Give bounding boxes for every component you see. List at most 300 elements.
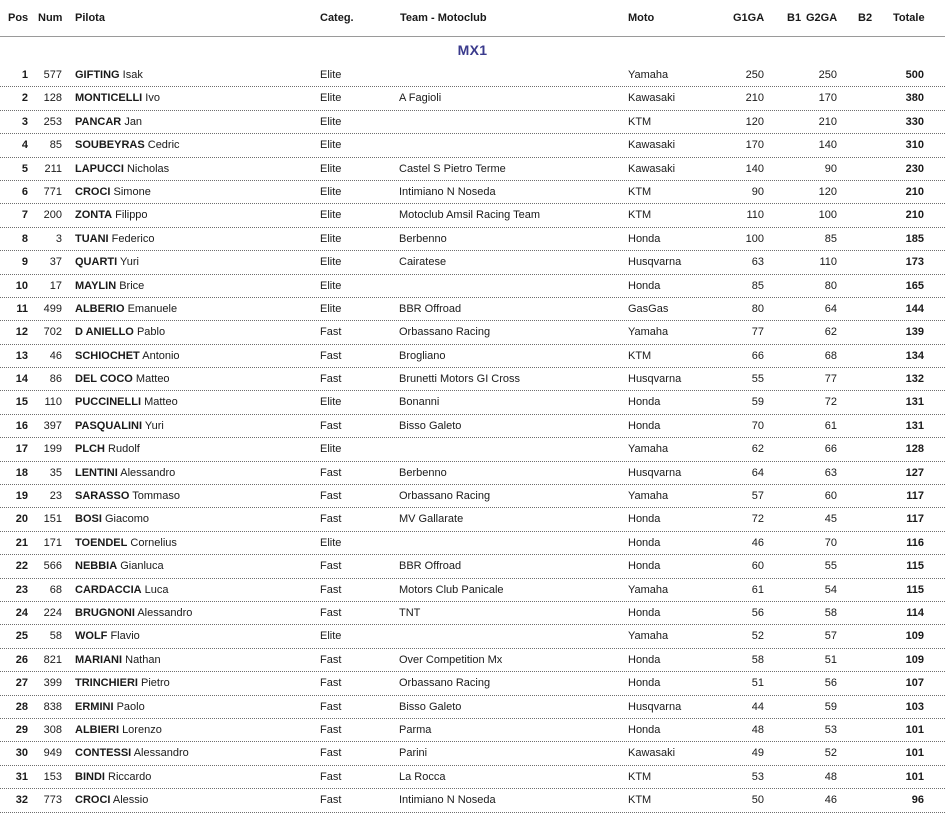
cell-categ: Fast [320,794,342,807]
rider-first-name: Matteo [135,373,170,386]
cell-categ: Fast [320,419,342,432]
cell-g2ga: 120 [818,185,837,198]
table-row [0,134,945,157]
rider-last-name: SCHIOCHET [75,349,140,362]
cell-num: 151 [43,513,62,526]
rider-first-name: Pietro [141,677,170,690]
cell-g1ga: 110 [746,209,764,222]
cell-num: 17 [49,279,62,292]
cell-pos: 28 [15,700,28,713]
table-row [0,696,945,719]
cell-g2ga: 100 [818,209,837,222]
cell-categ: Elite [320,232,342,245]
rider-last-name: CROCI [75,185,111,198]
cell-moto: GasGas [628,302,669,315]
cell-totale: 210 [905,209,924,222]
cell-g1ga: 52 [751,630,764,643]
table-row [0,228,945,251]
cell-pos: 27 [15,677,28,690]
cell-g1ga: 44 [751,700,764,713]
cell-totale: 131 [905,396,924,409]
table-row [0,625,945,648]
cell-team: BBR Offroad [399,302,462,315]
cell-team: Bisso Galeto [399,419,462,432]
cell-totale: 116 [906,536,924,549]
cell-team: Parma [399,723,432,736]
cell-totale: 109 [905,630,924,643]
cell-totale: 330 [905,115,924,128]
cell-num: 85 [49,139,62,152]
table-row [0,64,945,87]
header-b2: B2 [858,12,873,24]
cell-g1ga: 63 [751,256,764,269]
cell-totale: 134 [905,349,924,362]
table-row [0,111,945,134]
cell-pilota [75,584,169,596]
cell-totale: 96 [911,794,924,807]
rider-first-name: Isak [122,69,143,81]
table-row [0,391,945,414]
cell-totale: 115 [906,583,924,596]
rider-first-name: Filippo [115,209,148,222]
cell-num: 773 [43,794,62,807]
cell-num: 308 [43,723,62,736]
rider-last-name: PLCH [75,443,105,456]
rider-first-name: Tommaso [132,490,180,503]
cell-pos: 17 [15,443,28,456]
cell-categ: Fast [320,770,342,783]
rider-last-name: BINDI [75,770,105,783]
cell-totale: 114 [906,606,924,619]
cell-pilota [75,771,151,783]
table-row [0,789,945,812]
cell-team: Orbassano Racing [399,326,491,339]
rider-first-name: Cornelius [130,536,177,549]
cell-g2ga: 77 [824,373,837,386]
table-row [0,532,945,555]
cell-g1ga: 59 [751,396,764,409]
rider-first-name: Nathan [125,653,161,666]
rider-last-name: QUARTI [75,256,118,269]
cell-categ: Fast [320,513,342,526]
rider-first-name: Cedric [147,139,180,152]
cell-categ: Fast [320,466,342,479]
cell-g2ga: 64 [824,302,837,315]
cell-team: Berbenno [399,232,447,245]
cell-categ: Elite [320,302,342,315]
cell-pos: 10 [15,279,28,292]
cell-g1ga: 250 [745,69,764,81]
rider-last-name: NEBBIA [75,560,118,573]
cell-categ: Elite [320,630,342,643]
cell-moto: KTM [628,349,652,362]
header-pilota: Pilota [75,12,105,24]
cell-pos: 29 [15,723,28,736]
cell-g1ga: 210 [745,92,764,105]
cell-g2ga: 250 [818,69,837,81]
rider-first-name: Rudolf [108,443,140,456]
rider-first-name: Gianluca [120,560,164,573]
cell-pilota [75,467,175,479]
cell-g1ga: 85 [751,279,764,292]
cell-g2ga: 53 [824,723,837,736]
cell-pos: 22 [15,560,28,573]
cell-g1ga: 62 [751,443,764,456]
cell-moto: Yamaha [628,490,669,503]
cell-moto: Yamaha [628,443,669,456]
cell-g2ga: 80 [824,279,837,292]
cell-pos: 3 [21,115,28,128]
rider-last-name: PASQUALINI [75,419,143,432]
rider-first-name: Federico [111,232,155,245]
cell-g2ga: 140 [818,139,837,152]
cell-moto: Honda [628,723,661,736]
header-g1ga: G1GA [733,12,765,24]
rider-first-name: Antonio [142,349,180,362]
cell-g2ga: 85 [824,232,837,245]
cell-moto: Honda [628,513,661,526]
cell-pos: 8 [21,232,28,245]
cell-g1ga: 77 [751,326,764,339]
cell-categ: Elite [320,396,342,409]
cell-totale: 117 [906,490,924,503]
rider-first-name: Yuri [144,419,164,432]
cell-team: Cairatese [399,256,447,269]
standings-table-body [0,64,945,813]
cell-team: La Rocca [399,770,446,783]
cell-g2ga: 68 [824,349,837,362]
cell-totale: 210 [905,185,924,198]
cell-pilota [75,513,149,525]
cell-num: 566 [43,560,62,573]
cell-pos: 32 [15,794,28,807]
cell-g2ga: 51 [824,653,837,666]
cell-moto: KTM [628,794,652,807]
cell-g2ga: 52 [824,747,837,760]
rider-first-name: Nicholas [126,162,170,175]
table-row [0,719,945,742]
cell-pos: 31 [15,770,28,783]
rider-last-name: LENTINI [75,466,118,479]
rider-last-name: WOLF [75,630,108,643]
table-row [0,579,945,602]
cell-pilota [75,186,151,198]
cell-moto: Kawasaki [628,92,676,105]
cell-categ: Fast [320,723,342,736]
cell-num: 68 [49,583,62,596]
cell-g2ga: 110 [819,256,837,269]
cell-g2ga: 57 [824,630,837,643]
cell-pilota [75,256,139,268]
cell-categ: Fast [320,747,342,760]
cell-pos: 19 [15,490,28,503]
rider-first-name: Flavio [110,630,140,643]
cell-team: Castel S Pietro Terme [399,162,506,175]
cell-totale: 500 [905,69,924,81]
cell-g2ga: 48 [824,770,837,783]
cell-num: 821 [43,653,62,666]
cell-totale: 115 [906,560,924,573]
cell-g1ga: 50 [751,794,764,807]
cell-totale: 127 [905,466,924,479]
rider-last-name: LAPUCCI [75,162,124,175]
cell-num: 253 [43,115,62,128]
rider-first-name: Alessio [112,794,149,807]
cell-g2ga: 66 [824,443,837,456]
cell-moto: Kawasaki [628,747,676,760]
cell-team: Parini [399,747,428,760]
table-row [0,251,945,274]
rider-first-name: Alessandro [120,466,176,479]
header-num: Num [38,12,63,24]
cell-num: 577 [43,69,62,81]
cell-totale: 109 [905,653,924,666]
table-row [0,555,945,578]
rider-first-name: Riccardo [108,770,152,783]
cell-totale: 101 [905,770,924,783]
cell-totale: 101 [905,723,924,736]
cell-num: 949 [43,747,62,760]
rider-first-name: Simone [113,185,151,198]
rider-first-name: Luca [144,583,169,596]
table-row [0,321,945,344]
rider-last-name: ALBIERI [75,723,119,736]
cell-pos: 4 [21,139,28,152]
cell-g2ga: 45 [824,513,837,526]
table-header [0,0,945,37]
cell-pilota [75,303,177,315]
cell-g2ga: 62 [824,326,837,339]
cell-g2ga: 170 [818,92,837,105]
cell-moto: Honda [628,232,661,245]
cell-num: 110 [44,396,62,409]
cell-pilota [75,326,165,338]
cell-moto: Yamaha [628,326,669,339]
cell-moto: Honda [628,279,661,292]
table-row [0,368,945,391]
table-row [0,462,945,485]
rider-last-name: SARASSO [75,490,130,503]
cell-totale: 144 [905,302,924,315]
cell-num: 199 [43,443,62,456]
cell-moto: Husqvarna [628,256,682,269]
cell-categ: Fast [320,373,342,386]
table-row [0,87,945,110]
cell-categ: Elite [320,209,342,222]
cell-pos: 9 [21,256,28,269]
table-row [0,438,945,461]
cell-num: 224 [43,606,62,619]
table-row [0,602,945,625]
cell-g1ga: 64 [751,466,764,479]
cell-g1ga: 61 [751,583,764,596]
cell-categ: Fast [320,606,342,619]
cell-num: 771 [43,185,62,198]
rider-last-name: MAYLIN [75,279,117,292]
cell-num: 200 [43,209,62,222]
cell-moto: KTM [628,185,652,198]
cell-g2ga: 55 [824,560,837,573]
cell-moto: Honda [628,396,661,409]
cell-num: 838 [43,700,62,713]
section-title: MX1 [457,42,488,58]
cell-num: 397 [43,419,62,432]
cell-g1ga: 51 [751,677,764,690]
cell-moto: Honda [628,606,661,619]
header-team: Team - Motoclub [400,12,487,24]
rider-last-name: CONTESSI [75,747,132,760]
cell-g2ga: 58 [824,606,837,619]
cell-g1ga: 53 [751,770,764,783]
table-row [0,649,945,672]
cell-moto: Yamaha [628,69,669,81]
table-row [0,766,945,789]
cell-g1ga: 57 [751,490,764,503]
cell-categ: Elite [320,536,342,549]
cell-pilota [75,490,180,502]
cell-g1ga: 140 [745,162,764,175]
cell-moto: Husqvarna [628,700,682,713]
cell-categ: Fast [320,326,342,339]
cell-pilota [75,116,142,128]
cell-g2ga: 90 [824,162,837,175]
cell-categ: Fast [320,349,342,362]
cell-pilota [75,396,178,408]
cell-categ: Elite [320,69,342,81]
cell-pos: 21 [15,536,28,549]
cell-team: Brogliano [399,349,446,362]
cell-totale: 165 [905,279,924,292]
cell-team: BBR Offroad [399,560,462,573]
cell-num: 702 [43,326,62,339]
cell-pos: 26 [15,653,28,666]
rider-first-name: Brice [119,279,145,292]
rider-first-name: Alessandro [137,606,193,619]
cell-moto: KTM [628,115,652,128]
cell-pilota [75,654,161,666]
cell-pos: 6 [21,185,28,198]
rider-last-name: BOSI [75,513,102,526]
cell-team: TNT [399,606,421,619]
header-categ: Categ. [320,12,354,24]
cell-team: Brunetti Motors GI Cross [399,373,521,386]
cell-totale: 310 [905,139,924,152]
cell-g1ga: 66 [751,349,764,362]
cell-totale: 128 [905,443,924,456]
cell-totale: 185 [905,232,924,245]
cell-totale: 107 [905,677,924,690]
rider-last-name: ERMINI [75,700,114,713]
cell-num: 128 [43,92,62,105]
cell-g2ga: 72 [824,396,837,409]
cell-g1ga: 170 [745,139,764,152]
cell-pilota [75,794,148,806]
cell-g1ga: 120 [745,115,764,128]
rider-first-name: Giacomo [104,513,149,526]
rider-last-name: ZONTA [75,209,113,222]
cell-pilota [75,677,170,689]
table-row [0,672,945,695]
cell-num: 3 [55,232,62,245]
cell-pilota [75,92,160,104]
rider-last-name: DEL COCO [75,373,133,386]
cell-pos: 25 [15,630,28,643]
header-pos: Pos [8,12,29,24]
cell-g2ga: 210 [818,115,837,128]
table-row [0,415,945,438]
cell-categ: Fast [320,560,342,573]
cell-pilota [75,139,180,151]
cell-moto: Husqvarna [628,466,682,479]
cell-categ: Fast [320,583,342,596]
rider-last-name: D ANIELLO [75,326,134,339]
cell-moto: KTM [628,770,652,783]
cell-team: Over Competition Mx [399,653,503,666]
rider-last-name: MARIANI [75,653,123,666]
cell-team: Motoclub Amsil Racing Team [399,209,541,222]
cell-pilota [75,209,148,221]
cell-num: 58 [49,630,62,643]
cell-g1ga: 55 [751,373,764,386]
cell-pos: 1 [21,69,28,81]
cell-moto: Kawasaki [628,162,676,175]
cell-g2ga: 61 [824,419,837,432]
cell-g1ga: 70 [751,419,764,432]
cell-totale: 380 [905,92,924,105]
cell-pos: 14 [15,373,28,386]
table-row [0,508,945,531]
cell-pilota [75,443,140,455]
rider-last-name: ALBERIO [75,302,125,315]
cell-g1ga: 49 [751,747,764,760]
header-b1: B1 [787,12,802,24]
cell-moto: Honda [628,536,661,549]
cell-moto: Honda [628,419,661,432]
cell-pilota [75,747,189,759]
cell-pilota [75,607,192,619]
cell-categ: Fast [320,653,342,666]
table-row [0,345,945,368]
cell-num: 171 [43,536,62,549]
rider-last-name: PANCAR [75,115,122,128]
cell-moto: Yamaha [628,630,669,643]
cell-g1ga: 46 [751,536,764,549]
rider-last-name: TRINCHIERI [75,677,138,690]
cell-num: 86 [49,373,62,386]
cell-g1ga: 100 [745,232,764,245]
cell-team: Bisso Galeto [399,700,462,713]
table-row [0,204,945,227]
cell-pos: 7 [21,209,28,222]
cell-g1ga: 56 [751,606,764,619]
cell-categ: Fast [320,677,342,690]
cell-totale: 101 [905,747,924,760]
cell-moto: Honda [628,677,661,690]
cell-team: A Fagioli [399,92,442,105]
rider-first-name: Ivo [145,92,160,105]
cell-categ: Elite [320,256,342,269]
cell-g2ga: 70 [824,536,837,549]
cell-pilota [75,373,170,385]
cell-totale: 103 [905,700,924,713]
cell-pos: 20 [15,513,28,526]
cell-pilota [75,560,164,572]
cell-pilota [75,724,162,736]
cell-totale: 131 [905,419,924,432]
cell-g2ga: 63 [824,466,837,479]
cell-categ: Elite [320,443,342,456]
cell-g1ga: 90 [751,185,764,198]
